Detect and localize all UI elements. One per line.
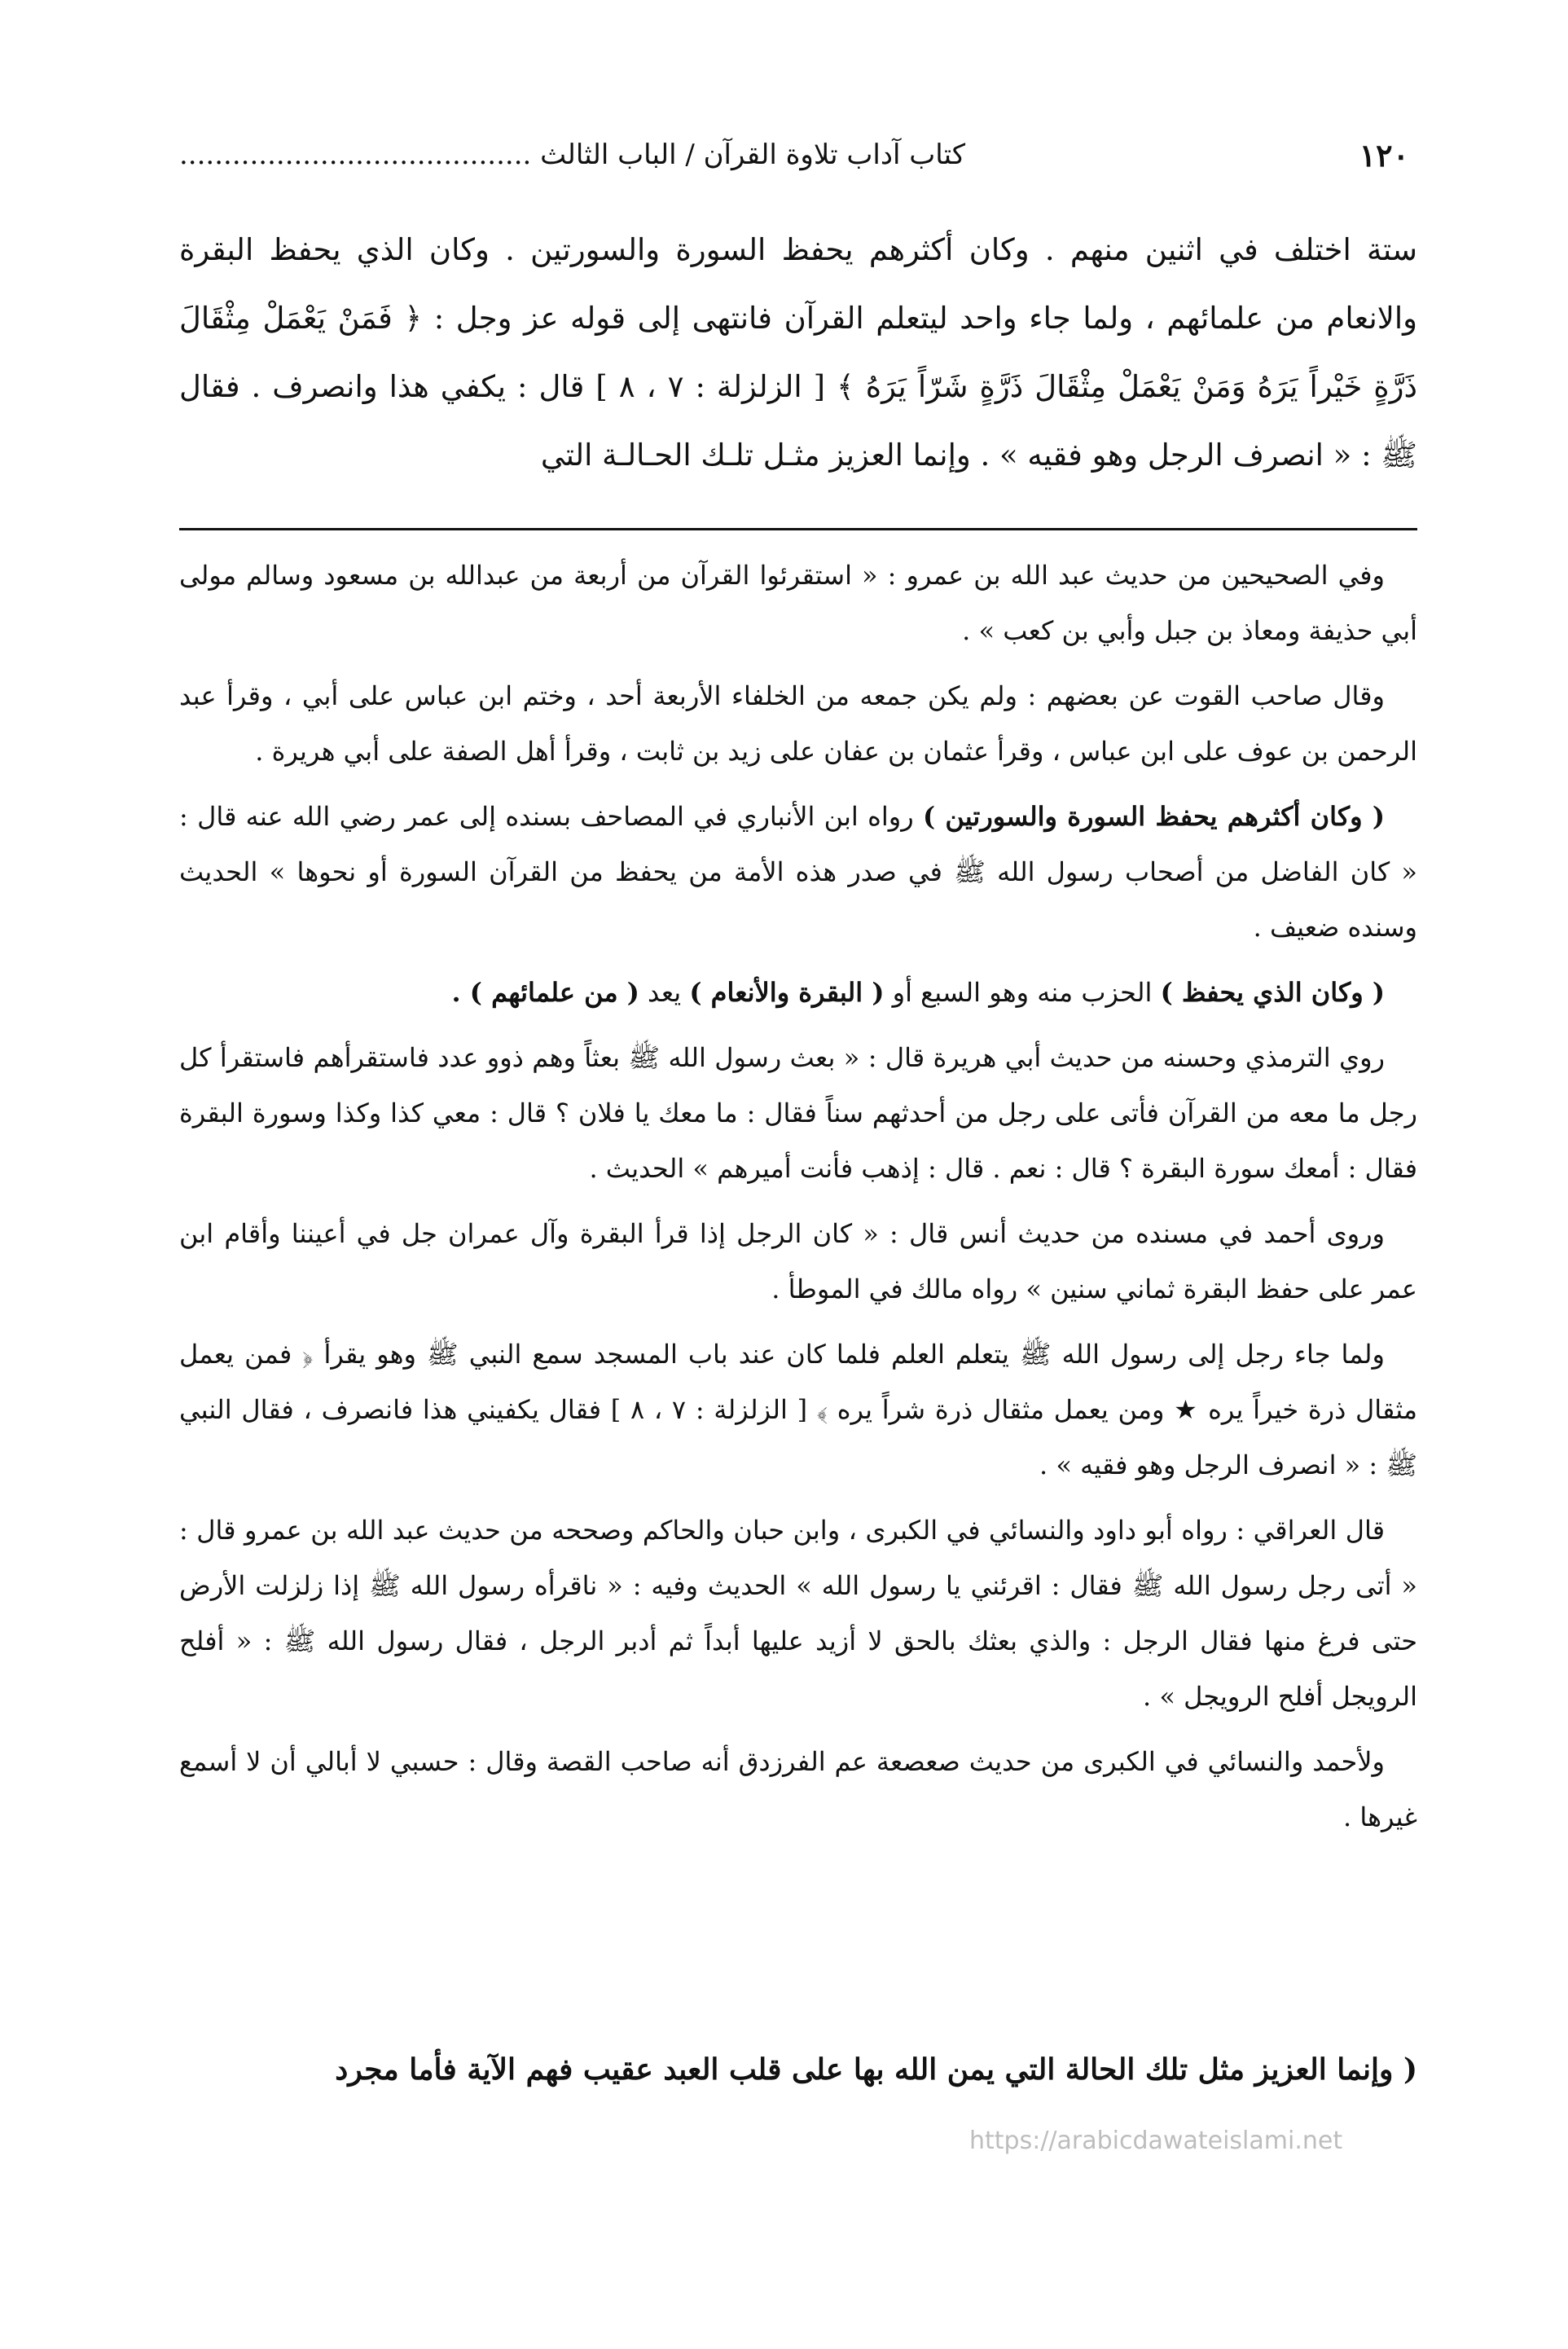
commentary-paragraph: وروى أحمد في مسنده من حديث أنس قال : « كان الرجل إذا قرأ البقرة وآل عمران جل في أعيننا وأقام ابن عمر على حفظ البقرة ثماني سنين » رواه مالك في الموطأ . bbox=[179, 1218, 1417, 1304]
running-title: كتاب آداب تلاوة القرآن / الباب الثالث ........................................ bbox=[179, 139, 966, 171]
running-header bbox=[179, 130, 1409, 179]
commentary bbox=[179, 548, 1417, 1854]
main-text: ستة اختلف في اثنين منهم . وكان أكثرهم يحفظ السورة والسورتين . وكان الذي يحفظ البقرة والانعام من علمائهم ، ولما جاء واحد ليتعلم القرآن فانتهى إلى قوله عز وجل : ﴿ فَمَنْ يَعْمَلْ مِثْقَالَ ذَرَّةٍ خَيْراً يَرَهُ وَمَنْ يَعْمَلْ مِثْقَالَ ذَرَّةٍ شَرّاً يَرَهُ ﴾ [ الزلزلة : ٧ ، ٨ ] قال : يكفي هذا وانصرف . فقال ﷺ : « انصرف الرجل وهو فقيه » . وإنما العزيز مثـل تلـك الحـالـة التي bbox=[179, 232, 1417, 473]
footnote-divider bbox=[179, 528, 1417, 530]
commentary-paragraph: ( وكان أكثرهم يحفظ السورة والسورتين ) رواه ابن الأنباري في المصاحف بسنده إلى عمر رضي الله عنه قال : « كان الفاضل من أصحاب رسول الله ﷺ في صدر هذه الأمة من يحفظ من القرآن السورة أو نحوها » الحديث وسنده ضعيف . bbox=[179, 801, 1417, 943]
page-number: ١٢٠ bbox=[1359, 136, 1409, 174]
commentary-paragraph: روي الترمذي وحسنه من حديث أبي هريرة قال : « بعث رسول الله ﷺ بعثاً وهم ذوو عدد فاستقرأهم فاستقرأ كل رجل ما معه من القرآن فأتى على رجل من أحدثهم سناً فقال : ما معك يا فلان ؟ قال : معي كذا وكذا وسورة البقرة فقال : أمعك سورة البقرة ؟ قال : نعم . قال : إذهب فأنت أميرهم » الحديث . bbox=[179, 1042, 1418, 1184]
commentary-paragraph: ولأحمد والنسائي في الكبرى من حديث صعصعة عم الفرزدق أنه صاحب القصة وقال : حسبي لا أبالي أن لا أسمع غيرها . bbox=[179, 1746, 1417, 1832]
commentary-paragraph: وقال صاحب القوت عن بعضهم : ولم يكن جمعه من الخلفاء الأربعة أحد ، وختم ابن عباس على أبي ، وقرأ عبد الرحمن بن عوف على ابن عباس ، وقرأ عثمان بن عفان على زيد بن ثابت ، وقرأ أهل الصفة على أبي هريرة . bbox=[179, 680, 1417, 767]
quoted-phrase: ( البقرة والأنعام ) bbox=[689, 977, 885, 1008]
final-quoted-line: ( وإنما العزيز مثل تلك الحالة التي يمن الله بها على قلب العبد عقيب فهم الآية فأما مجرد bbox=[335, 2052, 1417, 2087]
watermark-url: https://arabicdawateislami.net bbox=[969, 2127, 1343, 2155]
commentary-paragraph: قال العراقي : رواه أبو داود والنسائي في الكبرى ، وابن حبان والحاكم وصححه من حديث عبد الله بن عمرو قال : « أتى رجل رسول الله ﷺ فقال : اقرئني يا رسول الله » الحديث وفيه : « ناقرأه رسول الله ﷺ إذا زلزلت الأرض حتى فرغ منها فقال الرجل : والذي بعثك بالحق لا أزيد عليها أبداً ثم أدبر الرجل ، فقال رسول الله ﷺ : « أفلح الرويجل أفلح الرويجل » . bbox=[179, 1515, 1417, 1712]
quoted-phrase: ( وكان الذي يحفظ ) bbox=[1160, 977, 1385, 1008]
quoted-phrase: ( من علمائهم ) . bbox=[451, 977, 639, 1008]
commentary-paragraph: ( وكان الذي يحفظ ) الحزب منه وهو السبع أو ( البقرة والأنعام ) يعد ( من علمائهم ) . bbox=[451, 977, 1385, 1008]
commentary-paragraph: وفي الصحيحين من حديث عبد الله بن عمرو : « استقرئوا القرآن من أربعة من عبدالله بن مسعود وسالم مولى أبي حذيفة ومعاذ بن جبل وأبي بن كعب » . bbox=[179, 560, 1417, 646]
quoted-phrase: ( وكان أكثرهم يحفظ السورة والسورتين ) bbox=[922, 801, 1386, 832]
commentary-paragraph: ولما جاء رجل إلى رسول الله ﷺ يتعلم العلم فلما كان عند باب المسجد سمع النبي ﷺ وهو يقرأ ﴿ فمن يعمل مثقال ذرة خيراً يره ★ ومن يعمل مثقال ذرة شراً يره ﴾ [ الزلزلة : ٧ ، ٨ ] فقال يكفيني هذا فانصرف ، فقال النبي ﷺ : « انصرف الرجل وهو فقيه » . bbox=[179, 1339, 1418, 1480]
